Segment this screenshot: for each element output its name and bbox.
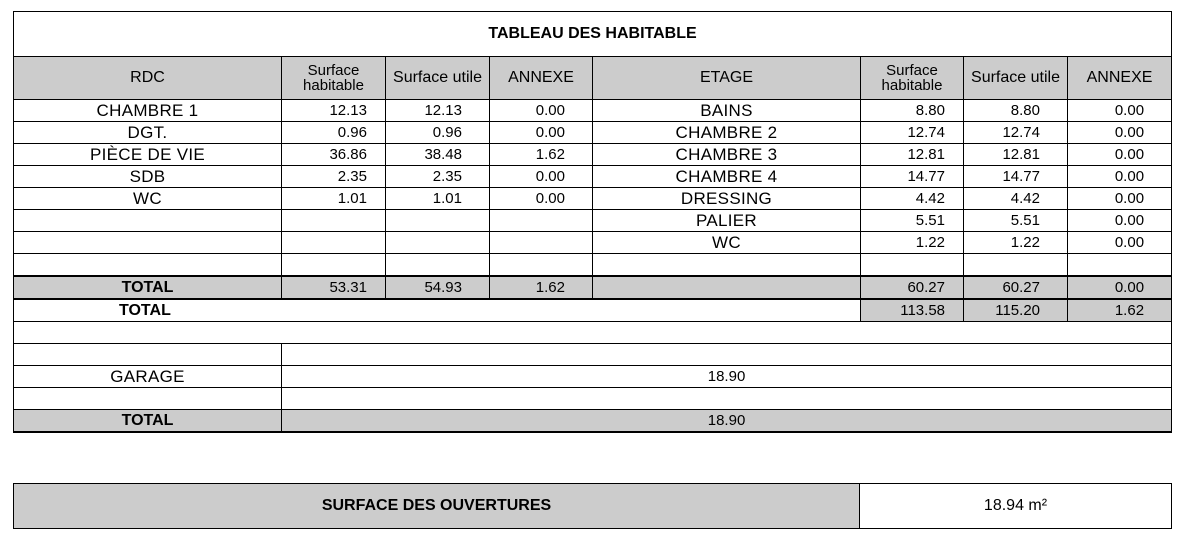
header-surface-habitable-etage: Surface habitable [861, 57, 964, 100]
ouvertures-value: 18.94 m² [860, 484, 1172, 529]
etage-hab: 8.80 [861, 100, 964, 122]
rdc-total-utile: 54.93 [386, 276, 490, 299]
overall-total-annexe: 1.62 [1068, 299, 1172, 322]
empty-cell [386, 254, 490, 277]
rdc-hab: 2.35 [282, 166, 386, 188]
overall-total-utile: 115.20 [964, 299, 1068, 322]
empty-cell [14, 254, 282, 277]
ouvertures-table [13, 483, 1172, 529]
etage-room-name: BAINS [593, 100, 861, 122]
rdc-annexe: 0.00 [490, 100, 593, 122]
etage-annexe: 0.00 [1068, 122, 1172, 144]
header-annexe-etage: ANNEXE [1068, 57, 1172, 100]
etage-total-utile: 60.27 [964, 276, 1068, 299]
etage-utile: 4.42 [964, 188, 1068, 210]
empty-cell [282, 344, 1172, 366]
rdc-room-name: CHAMBRE 1 [14, 100, 282, 122]
empty-cell [593, 254, 861, 277]
garage-total-row [14, 410, 1172, 433]
etage-utile: 5.51 [964, 210, 1068, 232]
etage-total-annexe: 0.00 [1068, 276, 1172, 299]
table-row-empty [14, 254, 1172, 277]
etage-hab: 12.81 [861, 144, 964, 166]
etage-annexe: 0.00 [1068, 232, 1172, 254]
empty-cell [282, 254, 386, 277]
rdc-annexe: 0.00 [490, 166, 593, 188]
subtotal-row [14, 276, 1172, 299]
empty-cell [964, 254, 1068, 277]
rdc-hab: 1.01 [282, 188, 386, 210]
rdc-empty-cell [282, 210, 386, 232]
etage-annexe: 0.00 [1068, 144, 1172, 166]
rdc-room-name: SDB [14, 166, 282, 188]
etage-hab: 5.51 [861, 210, 964, 232]
table-row [14, 210, 1172, 232]
etage-utile: 14.77 [964, 166, 1068, 188]
table-row [14, 166, 1172, 188]
rdc-hab: 12.13 [282, 100, 386, 122]
rdc-empty-cell [282, 232, 386, 254]
etage-annexe: 0.00 [1068, 188, 1172, 210]
garage-total-value: 18.90 [282, 410, 1172, 433]
etage-hab: 12.74 [861, 122, 964, 144]
etage-utile: 1.22 [964, 232, 1068, 254]
rdc-hab: 0.96 [282, 122, 386, 144]
etage-room-name: PALIER [593, 210, 861, 232]
rdc-utile: 38.48 [386, 144, 490, 166]
rdc-annexe: 1.62 [490, 144, 593, 166]
rdc-annexe: 0.00 [490, 122, 593, 144]
header-annexe-rdc: ANNEXE [490, 57, 593, 100]
empty-cell [490, 254, 593, 277]
etage-annexe: 0.00 [1068, 100, 1172, 122]
rdc-total-hab: 53.31 [282, 276, 386, 299]
empty-cell [282, 388, 1172, 410]
etage-hab: 1.22 [861, 232, 964, 254]
rdc-empty-cell [386, 210, 490, 232]
etage-room-name: CHAMBRE 4 [593, 166, 861, 188]
table-title: TABLEAU DES HABITABLE [14, 12, 1172, 57]
etage-hab: 14.77 [861, 166, 964, 188]
overall-total-row [14, 299, 1172, 322]
etage-room-name: CHAMBRE 2 [593, 122, 861, 144]
empty-cell [14, 388, 282, 410]
etage-room-name: WC [593, 232, 861, 254]
etage-total-hab: 60.27 [861, 276, 964, 299]
rdc-empty-cell [386, 232, 490, 254]
garage-label: GARAGE [14, 366, 282, 388]
rdc-room-name: WC [14, 188, 282, 210]
etage-room-name: CHAMBRE 3 [593, 144, 861, 166]
overall-total-label: TOTAL [14, 299, 861, 322]
empty-cell [861, 254, 964, 277]
header-surface-utile-etage: Surface utile [964, 57, 1068, 100]
rdc-total-label: TOTAL [14, 276, 282, 299]
rdc-hab: 36.86 [282, 144, 386, 166]
rdc-empty-cell [490, 210, 593, 232]
rdc-utile: 12.13 [386, 100, 490, 122]
rdc-room-name: DGT. [14, 122, 282, 144]
rdc-utile: 0.96 [386, 122, 490, 144]
empty-cell [14, 344, 282, 366]
etage-total-label-empty [593, 276, 861, 299]
etage-utile: 8.80 [964, 100, 1068, 122]
table-row [14, 232, 1172, 254]
etage-annexe: 0.00 [1068, 210, 1172, 232]
garage-value: 18.90 [282, 366, 1172, 388]
header-surface-habitable-rdc: Surface habitable [282, 57, 386, 100]
etage-annexe: 0.00 [1068, 166, 1172, 188]
rdc-annexe: 0.00 [490, 188, 593, 210]
rdc-total-annexe: 1.62 [490, 276, 593, 299]
garage-total-label: TOTAL [14, 410, 282, 433]
rdc-empty-cell [14, 210, 282, 232]
etage-room-name: DRESSING [593, 188, 861, 210]
table-row [14, 100, 1172, 122]
etage-hab: 4.42 [861, 188, 964, 210]
ouvertures-label: SURFACE DES OUVERTURES [14, 484, 860, 529]
etage-utile: 12.74 [964, 122, 1068, 144]
garage-spacer-row [14, 344, 1172, 366]
header-etage: ETAGE [593, 57, 861, 100]
empty-cell [1068, 254, 1172, 277]
habitable-table [13, 11, 1172, 433]
header-surface-utile-rdc: Surface utile [386, 57, 490, 100]
table-row [14, 122, 1172, 144]
empty-cell [14, 322, 1172, 344]
rdc-utile: 2.35 [386, 166, 490, 188]
etage-utile: 12.81 [964, 144, 1068, 166]
rdc-empty-cell [490, 232, 593, 254]
table-row [14, 188, 1172, 210]
header-rdc: RDC [14, 57, 282, 100]
table-row [14, 144, 1172, 166]
rdc-utile: 1.01 [386, 188, 490, 210]
spacer-row [14, 322, 1172, 344]
garage-row [14, 366, 1172, 388]
rdc-empty-cell [14, 232, 282, 254]
overall-total-hab: 113.58 [861, 299, 964, 322]
rdc-room-name: PIÈCE DE VIE [14, 144, 282, 166]
garage-spacer-row [14, 388, 1172, 410]
